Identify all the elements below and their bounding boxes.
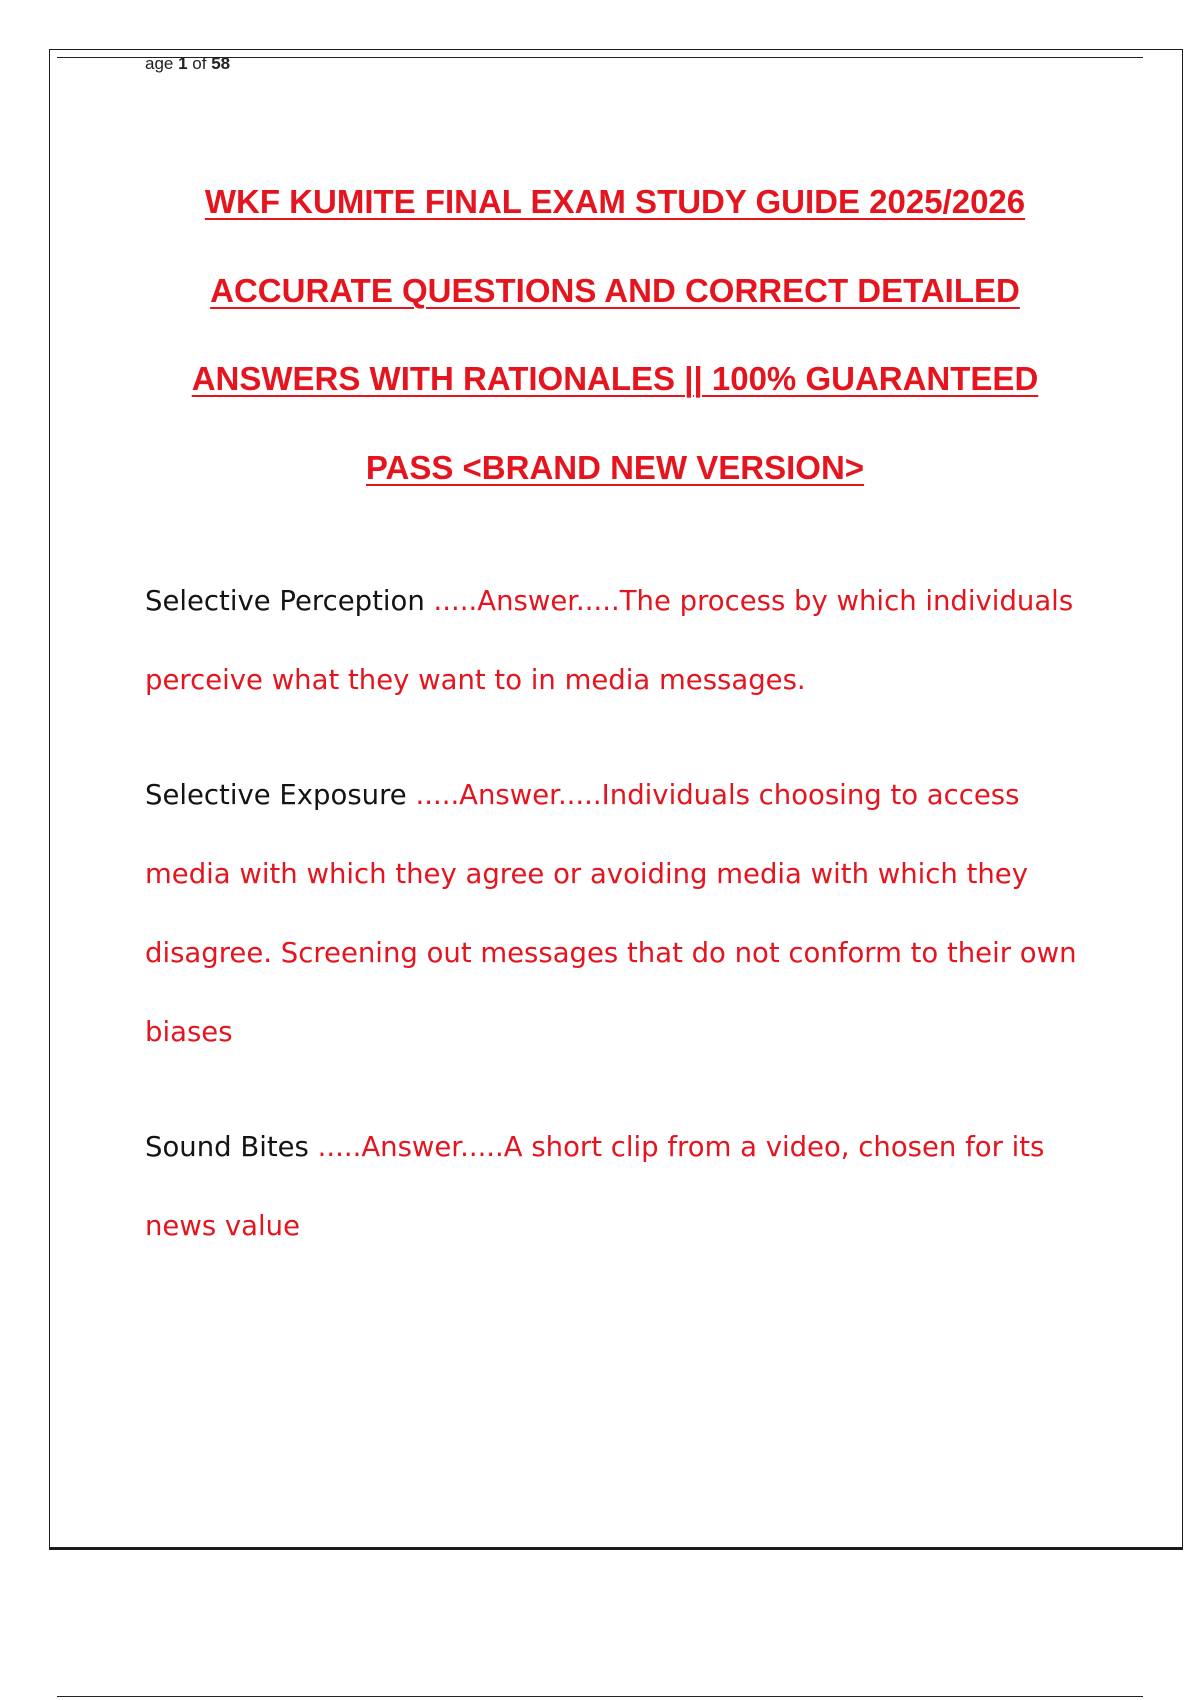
page-number-total: 58	[211, 54, 231, 73]
qa-answer: The process by which individuals perceive what they want to in media messages.	[145, 585, 1074, 696]
page-number	[145, 54, 230, 74]
page-number-prefix: age	[145, 54, 179, 73]
page-number-of: of	[187, 54, 212, 73]
qa-answer-separator: .....Answer.....	[406, 779, 602, 811]
qa-answer-separator: .....Answer.....	[424, 585, 620, 617]
qa-list	[145, 562, 1085, 1302]
title-line-1: WKF KUMITE FINAL EXAM STUDY GUIDE 2025/2026	[204, 183, 1026, 220]
qa-term: Sound Bites	[145, 1131, 309, 1163]
qa-answer: Individuals choosing to access media with which they agree or avoiding media with which they disagree. Screening out messages that do not conform to their own biases	[145, 779, 1077, 1048]
qa-term: Selective Perception	[145, 585, 425, 617]
qa-answer: A short clip from a video, chosen for its news value	[145, 1131, 1045, 1242]
page-number-current: 1	[178, 54, 188, 73]
qa-term: Selective Exposure	[145, 779, 407, 811]
qa-item-selective-perception	[145, 562, 1085, 720]
title-line-2: ACCURATE QUESTIONS AND CORRECT DETAILED	[210, 271, 1020, 309]
qa-item-sound-bites	[145, 1108, 1085, 1266]
title-line-4: PASS <BRAND NEW VERSION>	[365, 448, 865, 486]
footer-rule	[57, 1696, 1143, 1697]
document-title	[60, 176, 1170, 530]
qa-answer-separator: .....Answer.....	[308, 1131, 504, 1163]
qa-item-selective-exposure	[145, 756, 1085, 1072]
title-line-3: ANSWERS WITH RATIONALES || 100% GUARANTEED	[191, 360, 1039, 397]
